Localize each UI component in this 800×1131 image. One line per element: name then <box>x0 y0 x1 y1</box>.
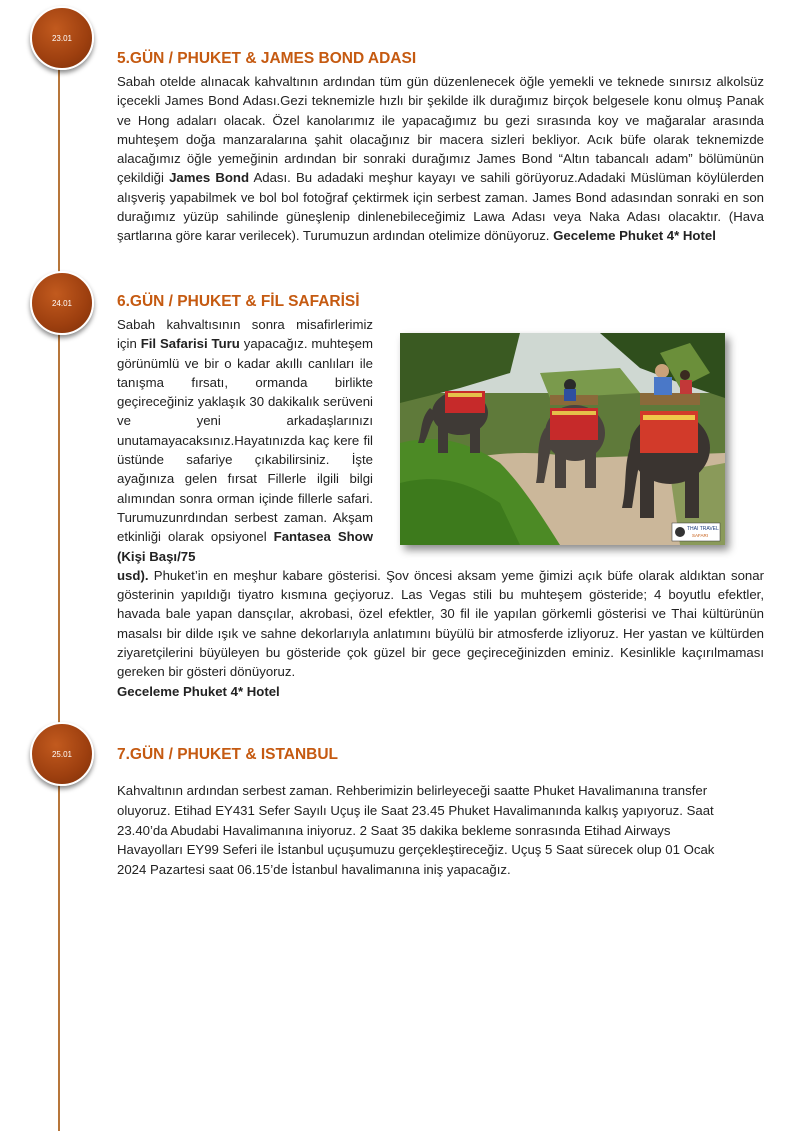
text-run: yapacağız. muhteşem görünümlü ve bir o kadar akıllı canlıları ile tanışma fırsatı, ormanda birlikte geçireceğiniz yaklaşık 30 dakikalık serüveni ve yeni arkadaşlarınızı unutamayacaksınız.Hayatınızda kaç kere fil üstünde safariye çıkabilirsiniz. İşte ayağınıza gelen fırsat Fillerle ilgili bilgi alımından sonra orman içinde fillerle safari. Turumuzunrdından serbest zaman. Akşam etkinliği olarak opsiyonel <box>117 336 373 545</box>
date-badge-day6 <box>30 271 94 335</box>
text-run: Sabah kahvaltısının sonra misafirlerimiz için <box>117 317 373 352</box>
day5-section <box>117 49 764 246</box>
date-label: 24.01 <box>51 298 73 308</box>
elephant-safari-photo <box>400 333 725 545</box>
photo-badge-line1: THAI TRAVEL <box>687 526 719 532</box>
day7-description: Kahvaltının ardından serbest zaman. Rehberimizin belirleyeceği saatte Phuket Havalimanına transfer oluyoruz. Etihad EY431 Sefer Sayılı Uçuş ile Saat 23.45 Phuket Havalimanında kalkış yapıyoruz. Saat 23.40’da Abudabi Havalimanına iniyoruz. 2 Saat 35 dakika bekleme sonrasında Etihad Airways Havayolları EY99 Seferi ile İstanbul uçuşumuzu gerçekleştireceğiz. Uçuş 5 Saat sürecek olup 01 Ocak 2024 Pazartesi saat 06.15’de İstanbul havalimanına iniş yapacağız. <box>117 783 715 878</box>
overnight-hotel: Geceleme Phuket 4* Hotel <box>117 683 280 699</box>
date-badge-day5 <box>30 6 94 70</box>
date-label: 25.01 <box>51 749 73 759</box>
text-run: Phuket’in en meşhur kabare gösterisi. Şov öncesi aksam yeme ğimizi açık büfe olarak aldıktan sonar gösterinin yapıldığı tiyatro kısmına geçiyoruz. Las Vegas stili bu muhteşem gösteride; 4 boyutlu efektler, havada bale yapan dansçılar, akrobasi, özel efektler, 30 fil ile yapılan görkemli gösterisi ve Thai kültürünün masalsı bir dilde ışık ve sahne dekorlarıyla anlatımını büyülü bir atmosferde izliyoruz. Her yastan ve kültürden ziyaretçilerini büyüleyen bu gösteride çok güzel bir gece geçireceğinizden eminiz. Kesinlikle kaçırılmaması gereken bir gösteri dönüyoruz. <box>117 567 764 680</box>
bold-run: James Bond <box>169 170 250 186</box>
text-run: Sabah otelde alınacak kahvaltının ardından tüm gün düzenlenecek öğle yemekli ve teknede sınırsız alkolsüz içecekli James Bond Adası.Gezi teknemizle hızlı bir şekilde ilk durağımız birçok belgesele konu olmuş Panak ve Hong adaları olacak. Özel kanolarımız ile yapacağımız bu gezi sırasında koy ve mağaralar arasında muhteşem doğa manzaralarına şahit olacağınız bir macera sizleri bekliyor. Acık büfe olarak teknemizde alacağımız öğle yemeğinin ardından bir sonraki durağımız James Bond “Altın tabancalı adam” bölümünün çekildiği <box>117 74 764 186</box>
day5-description <box>117 72 764 246</box>
bold-run: Fil Safarisi Turu <box>140 336 240 352</box>
date-badge-day7 <box>30 722 94 786</box>
date-label: 23.01 <box>51 33 73 43</box>
day6-wrapped-text <box>117 315 373 566</box>
timeline-line <box>58 20 60 1131</box>
bold-run: Fantasea Show (Kişi Başı/75 <box>117 529 373 564</box>
day7-title: 7.GÜN / PHUKET & ISTANBUL <box>117 746 339 763</box>
elephant-safari-illustration <box>400 333 725 545</box>
day5-title: 5.GÜN / PHUKET & JAMES BOND ADASI <box>117 50 417 67</box>
day7-section <box>117 745 764 880</box>
overnight-hotel: Geceleme Phuket 4* Hotel <box>553 228 716 244</box>
day6-title: 6.GÜN / PHUKET & FİL SAFARİSİ <box>117 293 360 310</box>
text-run: Adası. Bu adadaki meşhur kayayı ve sahili görüyoruz.Adadaki Müslüman köylülerden alışveriş yapabilmek ve bol bol fotoğraf çektirmek için serbest zaman. James Bond adasından sonraki en son durağımız yüzüp sahilinde güneşlenip dinlenebileceğimiz Lawa Adası veya Naka Adası olacaktır. (Hava şartlarına göre karar verilecek). Turumuzun ardından otelimize dönüyoruz. <box>117 170 764 244</box>
day6-description <box>117 566 764 701</box>
bold-run: usd). <box>117 567 149 583</box>
photo-badge-line2: SAFARI <box>692 533 709 538</box>
